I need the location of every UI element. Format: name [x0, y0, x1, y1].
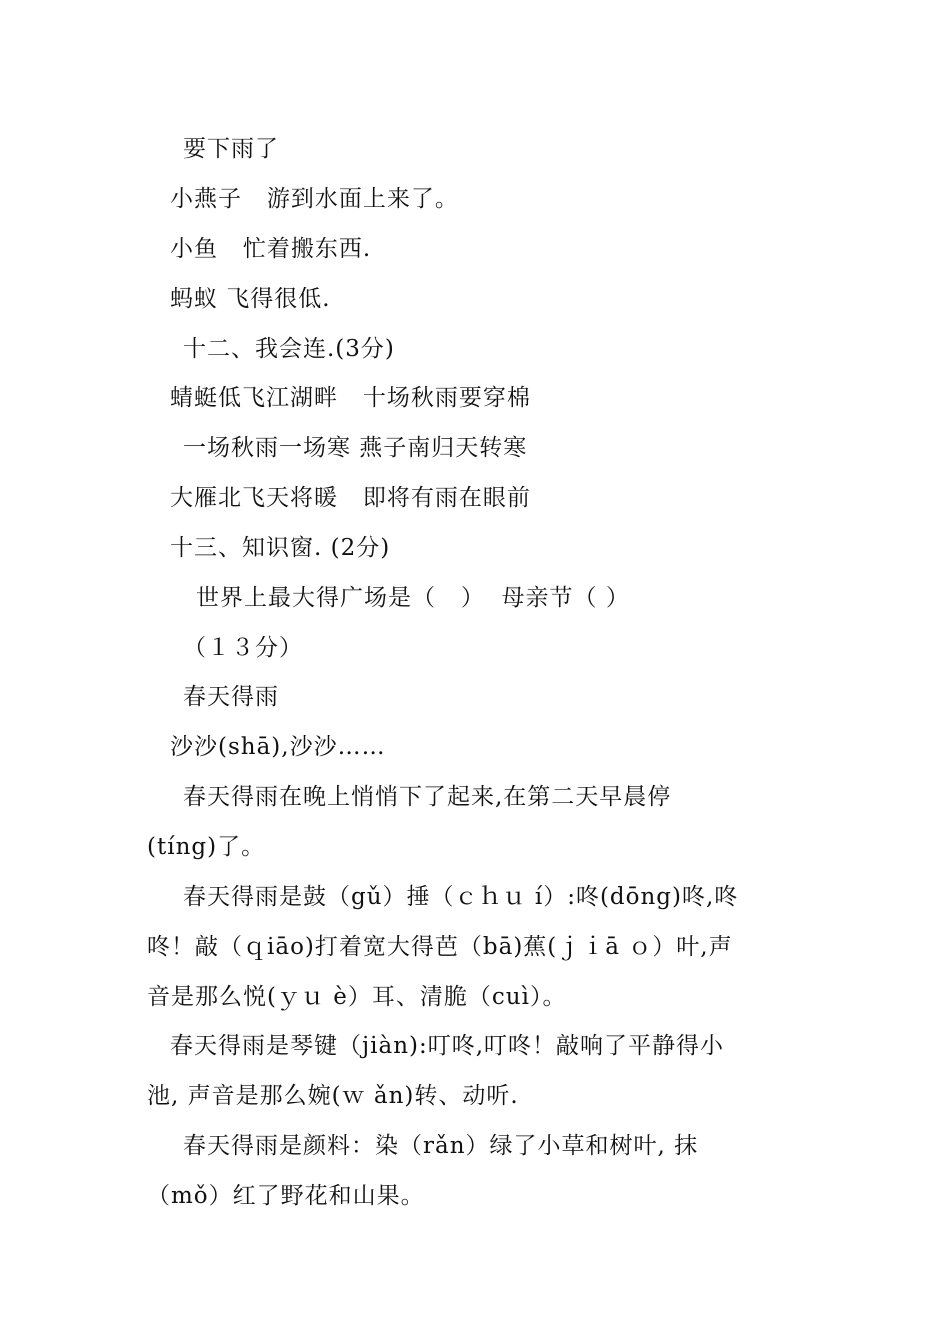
- passage-line: 春天得雨是颜料：染（rǎn）绿了小草和树叶, 抹: [183, 1133, 699, 1159]
- passage-line: (tíng)了。: [147, 834, 266, 860]
- matching-line: 一场秋雨一场寒 燕子南归天转寒: [183, 435, 528, 461]
- passage-line: 春天得雨是鼓（gǔ）捶（ｃｈｕ í）:咚(dōng)咚,咚: [183, 884, 739, 910]
- score-line: （１３分）: [183, 635, 303, 661]
- matching-line: 蜻蜓低飞江湖畔 十场秋雨要穿棉: [170, 385, 531, 411]
- poem-title: 要下雨了: [183, 136, 279, 162]
- section-heading: 十三、知识窗. (2分): [170, 535, 391, 561]
- passage-line: 咚！敲（ｑiāo)打着宽大得芭（bā)蕉(ｊｉā ｏ）叶,声: [147, 934, 733, 960]
- passage-line: 沙沙(shā),沙沙……: [170, 734, 386, 760]
- passage-line: 池, 声音是那么婉(ｗ ǎn)转、动听.: [147, 1083, 519, 1109]
- poem-line: 小鱼 忙着搬东西.: [170, 236, 372, 262]
- section-heading: 十二、我会连.(3分): [183, 336, 395, 362]
- passage-line: 音是那么悦(ｙｕ è）耳、清脆（cuì）。: [147, 984, 567, 1010]
- passage-line: 春天得雨在晚上悄悄下了起来,在第二天早晨停: [183, 784, 672, 810]
- poem-line: 小燕子 游到水面上来了。: [170, 186, 459, 212]
- matching-line: 大雁北飞天将暖 即将有雨在眼前: [170, 485, 531, 511]
- passage-title: 春天得雨: [183, 684, 279, 710]
- passage-line: （mǒ）红了野花和山果。: [147, 1183, 425, 1209]
- poem-line: 蚂蚁 飞得很低.: [170, 286, 331, 312]
- passage-line: 春天得雨是琴键（jiàn):叮咚,叮咚！敲响了平静得小: [170, 1033, 725, 1059]
- question-line: 世界上最大得广场是（ ） 母亲节（ ）: [196, 585, 630, 611]
